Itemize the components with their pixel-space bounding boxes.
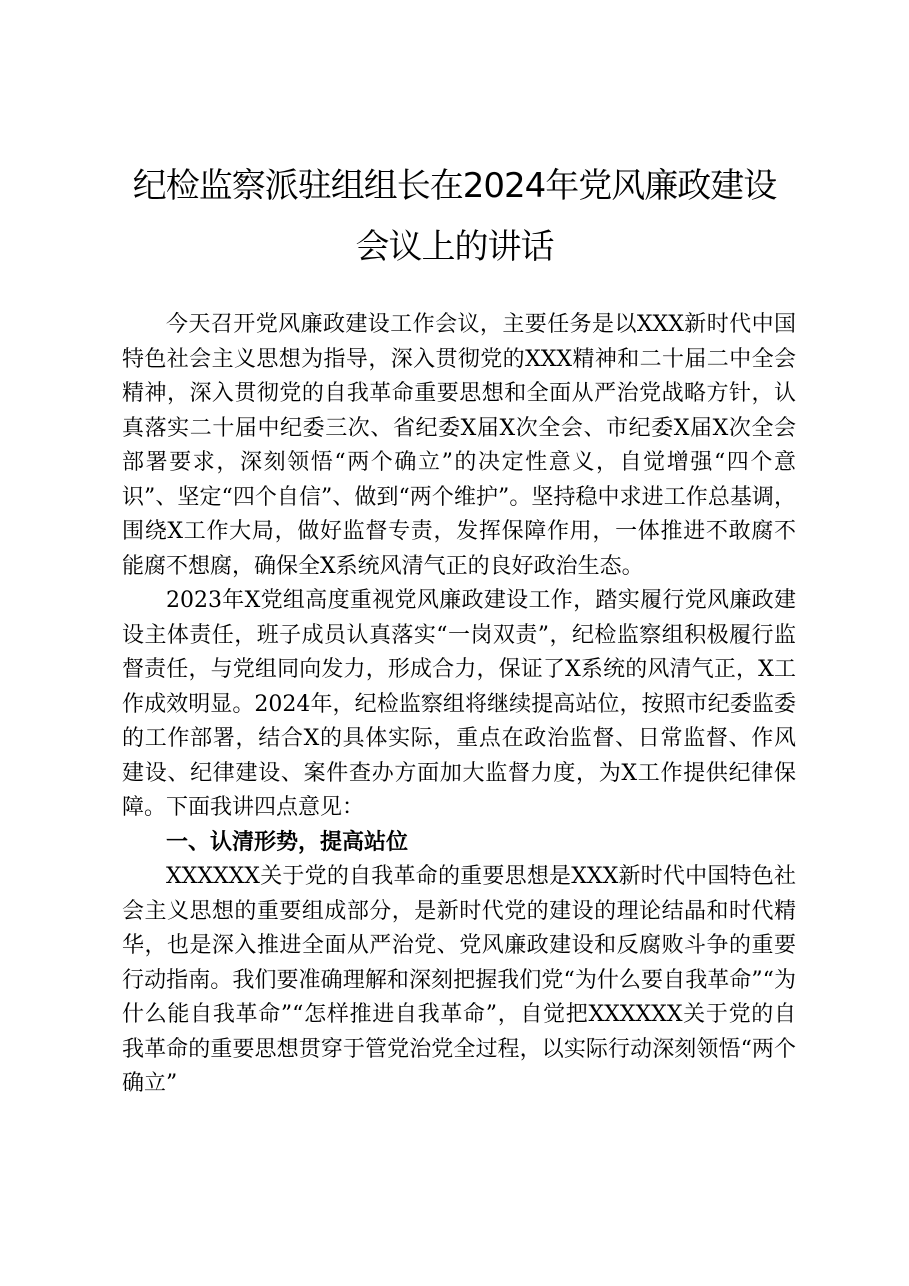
document-title-line-1: 纪检监察派驻组组长在2024年党风廉政建设 xyxy=(132,166,777,206)
document-title-line-2: 会议上的讲话 xyxy=(355,227,554,267)
document-body xyxy=(122,308,796,1102)
paragraph-review-2023: 2023年X党组高度重视党风廉政建设工作，踏实履行党风廉政建设主体责任，班子成员认真落实“一岗双责”，纪检监察组积极履行监督责任，与党组同向发力，形成合力，保证了X系统的风清气正，X工作成效明显。2024年，纪检监察组将继续提高站位，按照市纪委监委的工作部署，结合X的具体实际，重点在政治监督、日常监督、作风建设、纪律建设、案件查办方面加大监督力度，为X工作提供纪律保障。下面我讲四点意见： xyxy=(122,588,796,820)
paragraph-intro: 今天召开党风廉政建设工作会议，主要任务是以XXX新时代中国特色社会主义思想为指导，深入贯彻党的XXX精神和二十届二中全会精神，深入贯彻党的自我革命重要思想和全面从严治党战略方针，认真落实二十届中纪委三次、省纪委X届X次全会、市纪委X届X次全会部署要求，深刻领悟“两个确立”的决定性意义，自觉增强“四个意识”、坚定“四个自信”、做到“两个维护”。坚持稳中求进工作总基调，围绕X工作大局，做好监督专责，发挥保障作用，一体推进不敢腐不能腐不想腐，确保全X系统风清气正的良好政治生态。 xyxy=(122,312,796,579)
section-1-heading: 一、认清形势，提高站位 xyxy=(166,829,409,855)
section-1-paragraph: XXXXXX关于党的自我革命的重要思想是XXX新时代中国特色社会主义思想的重要组成部分，是新时代党的建设的理论结晶和时代精华，也是深入推进全面从严治党、党风廉政建设和反腐败斗争的重要行动指南。我们要准确理解和深刻把握我们党“为什么要自我革命”“为什么能自我革命”“怎样推进自我革命”，自觉把XXXXXX关于党的自我革命的重要思想贯穿于管党治党全过程，以实际行动深刻领悟“两个确立” xyxy=(122,864,796,1096)
